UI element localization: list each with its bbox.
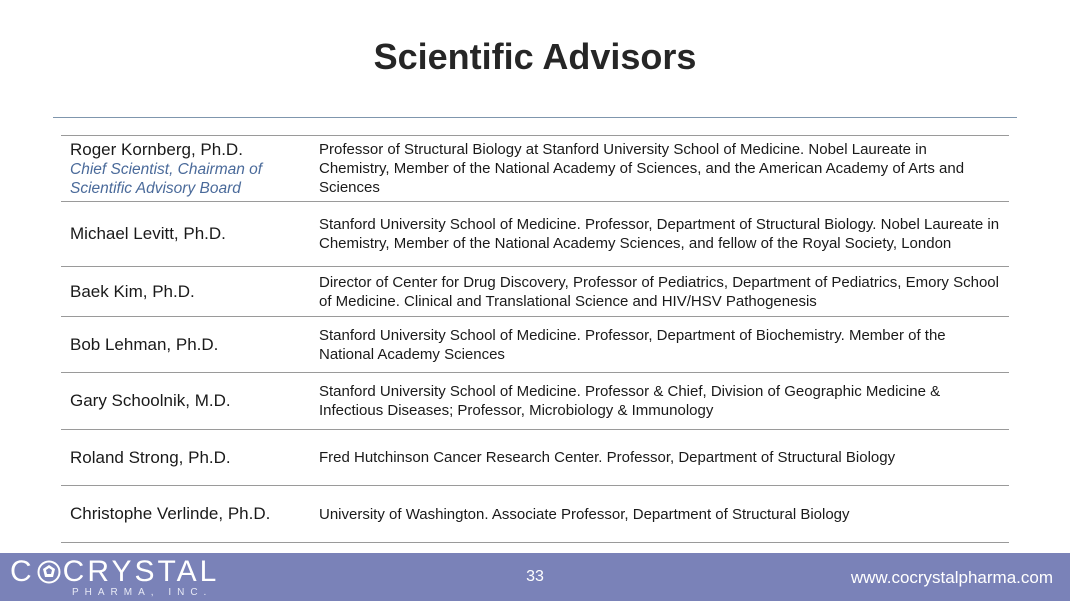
advisor-name: Bob Lehman, Ph.D. — [70, 334, 219, 354]
table-row — [61, 202, 1009, 267]
table-row — [61, 267, 1009, 317]
advisor-name: Gary Schoolnik, M.D. — [70, 391, 231, 410]
advisor-name-cell — [61, 448, 319, 468]
advisor-name-cell — [61, 282, 319, 302]
advisors-table — [61, 135, 1009, 543]
advisor-description: University of Washington. Associate Professor, Department of Structural Biology — [319, 505, 850, 523]
advisor-role: Chief Scientist, Chairman of Scientific Advisory Board — [70, 160, 263, 197]
advisor-description: Professor of Structural Biology at Stanford University School of Medicine. Nobel Laureate in Chemistry, Member of the National Academy of Sciences, and the American Academy of Arts and Sciences — [319, 141, 965, 196]
advisor-name: Roger Kornberg, Ph.D. — [70, 139, 243, 159]
advisor-name-cell — [61, 140, 319, 198]
advisor-name: Baek Kim, Ph.D. — [70, 281, 195, 301]
advisor-name: Michael Levitt, Ph.D. — [70, 224, 226, 243]
logo-subtitle: PHARMA, INC. — [72, 587, 213, 598]
advisor-description: Fred Hutchinson Cancer Research Center. Professor, Department of Structural Biology — [319, 449, 896, 466]
table-row — [61, 430, 1009, 486]
advisor-description: Stanford University School of Medicine. Professor & Chief, Division of Geographic Medicine & Infectious Diseases; Professor, Microbiology & Immunology — [319, 383, 941, 419]
table-row — [61, 486, 1009, 543]
advisor-name-cell — [61, 335, 319, 355]
page-number: 33 — [526, 568, 544, 585]
table-row — [61, 317, 1009, 373]
advisor-name: Christophe Verlinde, Ph.D. — [70, 504, 271, 523]
page-title: Scientific Advisors — [373, 36, 697, 77]
logo-word: CRYSTAL — [62, 555, 220, 588]
advisor-name-cell — [61, 224, 319, 244]
website-link[interactable]: www.cocrystalpharma.com — [850, 568, 1053, 587]
table-row — [61, 136, 1009, 202]
title-divider — [53, 117, 1017, 118]
advisor-description: Stanford University School of Medicine. Professor, Department of Biochemistry. Member of the National Academy Sciences — [319, 326, 946, 363]
advisor-name: Roland Strong, Ph.D. — [70, 447, 231, 467]
logo-letter: C — [10, 555, 35, 588]
advisor-description: Stanford University School of Medicine. Professor, Department of Structural Biology. Nobel Laureate in Chemistry, Member of the National Academy Sciences, and fellow of the Royal Society, London — [319, 216, 1000, 252]
advisor-description: Director of Center for Drug Discovery, Professor of Pediatrics, Department of Pediatrics, Emory School of Medicine. Clinical and Translational Science and HIV/HSV Pathogenesis — [319, 273, 999, 310]
advisor-name-cell — [61, 504, 319, 524]
advisor-name-cell — [61, 391, 319, 411]
table-row — [61, 373, 1009, 430]
footer-bar — [0, 553, 1070, 601]
